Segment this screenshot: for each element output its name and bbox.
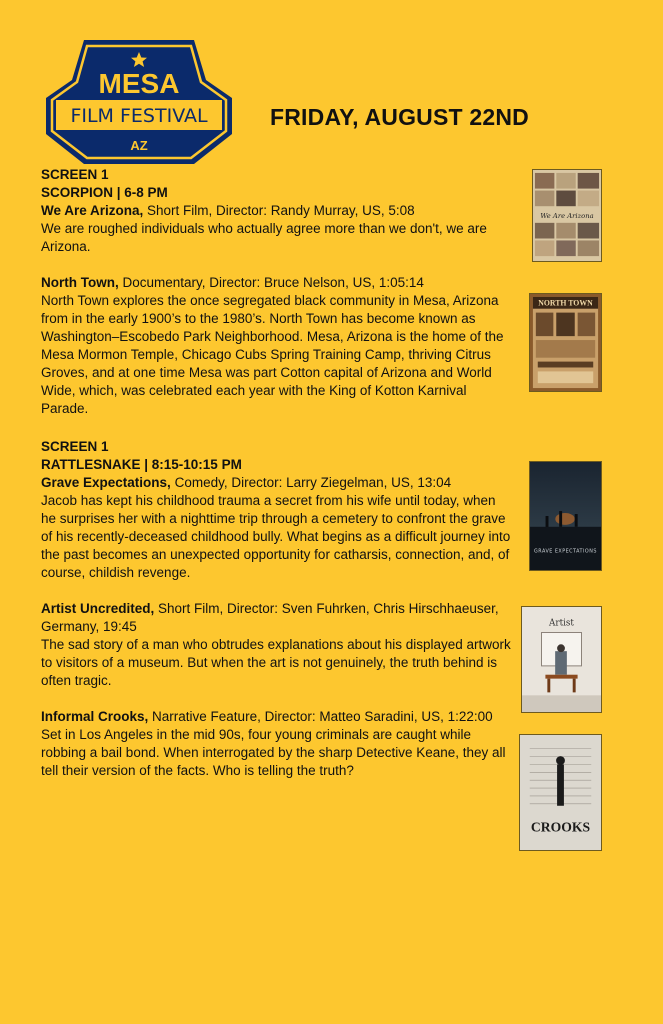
logo-word-mesa: MESA — [98, 68, 180, 99]
film-title: We Are Arizona, — [41, 203, 144, 218]
film-entry-informal-crooks — [41, 708, 511, 780]
film-entry-grave-expectations — [41, 474, 511, 582]
page-title: FRIDAY, AUGUST 22ND — [270, 104, 529, 130]
screen-label: SCREEN 1 — [41, 167, 109, 182]
film-entry-artist-uncredited — [41, 600, 511, 690]
screen-label: SCREEN 1 — [41, 439, 109, 454]
screening-block-rattlesnake — [41, 438, 511, 780]
film-entry-we-are-arizona — [41, 202, 511, 256]
poster-we-are-arizona — [532, 169, 602, 262]
poster-north-town — [529, 293, 602, 392]
film-description: North Town explores the once segregated black community in Mesa, Arizona from in the early 1900’s to the 1980’s. North Town has become known as Washington–Escobedo Park Neighborhood. Mesa, Arizona is the home of the Mesa Mormon Temple, Chicago Cubs Spring Training Camp, thriving Citrus Groves, and at one time Mesa was part Cotton capital of Arizona and World Wide, which, was celebrated each year with the King of Kotton Karnival Parade. — [41, 293, 504, 416]
film-entry-north-town — [41, 274, 511, 418]
film-title: Grave Expectations, — [41, 475, 171, 490]
poster-title: GRAVE EXPECTATIONS — [534, 548, 597, 555]
film-meta: Short Film, Director: Randy Murray, US, 5:08 — [143, 203, 415, 218]
festival-logo — [44, 38, 234, 166]
poster-grave-expectations — [529, 461, 602, 571]
film-title: North Town, — [41, 275, 119, 290]
poster-title: NORTH TOWN — [538, 298, 593, 308]
film-meta: Comedy, Director: Larry Ziegelman, US, 13:04 — [170, 475, 452, 490]
film-title: Artist Uncredited, — [41, 601, 155, 616]
film-title: Informal Crooks, — [41, 709, 149, 724]
logo-word-az: AZ — [130, 138, 148, 153]
time-slot-label: SCORPION | 6-8 PM — [41, 185, 168, 200]
schedule — [41, 166, 511, 800]
time-slot-label: RATTLESNAKE | 8:15-10:15 PM — [41, 457, 242, 472]
film-description: The sad story of a man who obtrudes explanations about his displayed artwork to visitors of a museum. But when the art is not genuinely, the truth behind is often tragic. — [41, 637, 511, 688]
poster-artist-uncredited — [521, 606, 602, 713]
logo-word-film-festival: FILM FESTIVAL — [70, 105, 208, 127]
poster-title: Artist — [549, 618, 574, 629]
poster-title: We Are Arizona — [540, 211, 594, 220]
film-description: We are roughed individuals who actually agree more than we don't, we are Arizona. — [41, 221, 487, 254]
film-meta: Narrative Feature, Director: Matteo Saradini, US, 1:22:00 — [148, 709, 493, 724]
poster-title: CROOKS — [530, 819, 591, 835]
film-meta: Short Film, Director: Sven Fuhrken, Chris Hirschhaeuser, Germany, 19:45 — [41, 601, 499, 634]
film-description: Set in Los Angeles in the mid 90s, four young criminals are caught while robbing a bail bond. When interrogated by the sharp Detective Keane, they all tell their version of the facts. Who is telling the truth? — [41, 727, 506, 778]
poster-informal-crooks — [519, 734, 602, 851]
film-description: Jacob has kept his childhood trauma a secret from his wife until today, when he surprises her with a nighttime trip through a cemetery to confront the grave of his recently-deceased childhood bully. What begins as a difficult journey into the past becomes an unexpected opportunity for catharsis, connection, and, of course, childish revenge. — [41, 493, 511, 580]
screening-block-scorpion — [41, 166, 511, 418]
film-meta: Documentary, Director: Bruce Nelson, US, 1:05:14 — [118, 275, 424, 290]
